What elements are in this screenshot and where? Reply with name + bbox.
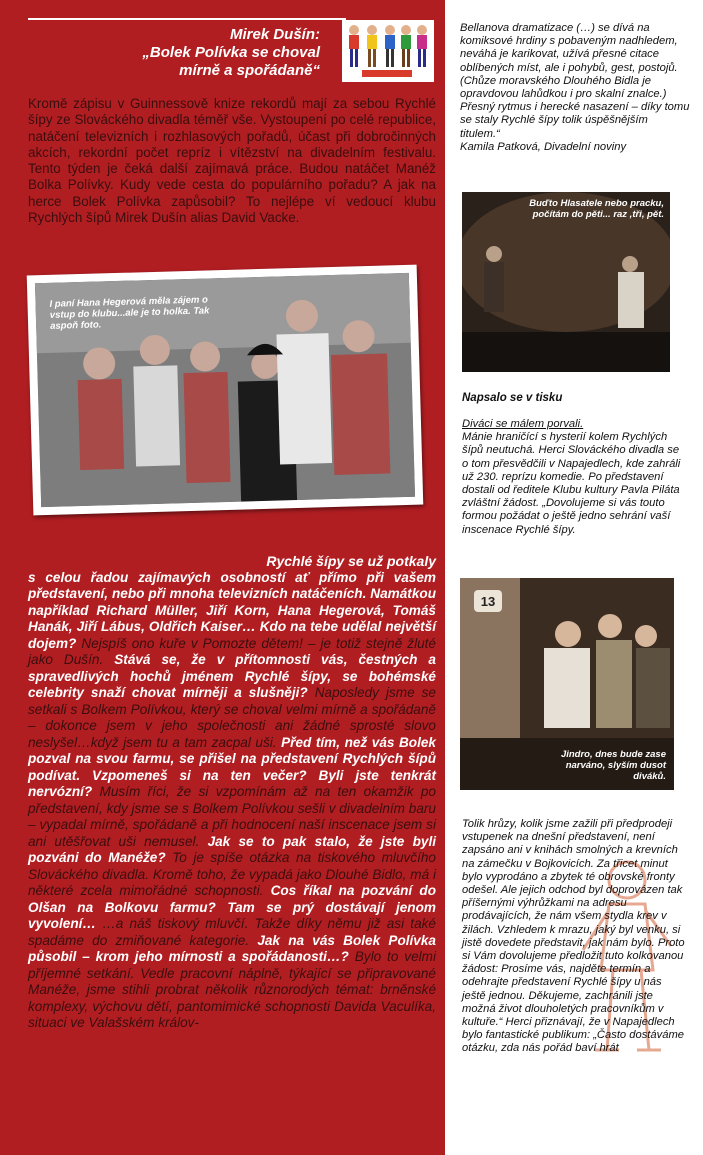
question-3: Před tím, než vás Bolek pozval na svou farmu, se přišel na představení Rychlých šípů podívat. Vzpomeneš si na ten večer? Byli jste tenkrát nervózní? [28,734,436,799]
question-5: Cos říkal na pozvání do Olšan na Bolkovu farmu? Tam se prý dostávají jenom vyvolení… [28,883,436,931]
stage-photo-1-caption: Buďto Hlasatele nebo pracku, počítám do pěti... raz ,tři, pět. [529,198,664,220]
house-number: 13 [480,594,496,609]
press-heading: Napsalo se v tisku [462,392,563,404]
answer-3: Musím říci, že si vzpomínám až na ten okamžik po představení, kdy jsme se s Bolkem Polívkou sešli v divadelním baru – vypadal mírně, spořádaně a při hodnocení naší inscenace jsem si ani utěšřovat uši nemusel. [28,784,436,849]
question-1: s celou řadou zajímavých osobností ať přímo při vašem představení, nebo při mnoha televizních natáčeních. Namátkou například Richard Müller, Jiří Korn, Hana Hegerová, Tomáš Hanák, Jiří Lábus, Oldřich Kaiser… Kdo na tebe udělal největší dojem? [28,569,436,651]
answer-5: …a náš tiskový mluvčí. Takže díky němu již asi také spadáme do zmiňované kategorie. [28,916,436,948]
title-line-3: mírně a spořádaně“ [179,62,320,79]
interview-body [28,553,436,1032]
question-6: Jak na vás Bolek Polívka působil – krom jeho mírnosti a spořádanosti…? [28,932,436,964]
audience-story: Tolik hrůzy, kolik jsme zažili při předprodeji vstupenek na dnešní představení, není zapsáno ani v knihách smolných a krevních na zámečku v Bojkovicích. Za třicet minut bylo vyprodáno a zbytek té obrovské fronty odešel. Ale jejich odchod byl doprovázen tak příšernými výhrůžkami na adresu prodávajících, že nám všem stydla krev v žilách. Vzhledem k mrazu, jaký byl venku, si jistě dovedete představit, jak nám bylo. Proto si Vám dovolujeme předložit tuto kolkovanou žádost: Prosíme vás, najděte termín a odehrajte představení Rychlé šípy u nás ještě jednou. Děkujeme, zachránili jste možná život dlouholetých pracovníkům v kultuře.“ Herci přiznávají, že v Napajedlech bylo fantastické publikum: „Často dostáváme otázku, zda nás pořád baví hrát [462,818,685,1055]
question-4: Jak se to pak stalo, že jste byli pozváni do Manéže? [28,833,436,865]
stage-photo-1 [462,192,670,372]
interview-lead: Rychlé šípy se už potkaly [266,553,436,569]
stage-photo-2 [460,578,674,790]
group-photo-image [35,273,415,507]
group-photo [27,265,424,516]
review-quote-source: Kamila Patková, Divadelní noviny [460,140,627,153]
group-photo-caption: I paní Hana Hegerová měla zájem o vstup do klubu...ale je to holka. Tak aspoň foto. [49,294,210,332]
review-quote-text: Bellanova dramatizace (…) se dívá na komiksové hrdiny s pobaveným nadhledem, neváhá je karikovat, užívá přesné citace oblíbených míst, ale i pohybů, gest, postojů. (Chůze moravského Dlouhého Bidla je opravdovou lahůdkou i pro skalní znalce.) Přesný rytmus i herecké nasazení – díky tomu se staly Rychlé šípy tolik úspěšnějším titulem.“ [460,22,690,140]
question-2: Stává se, že v přítomnosti vás, čestných a spravedlivých hochů jménem Rychlé šípy, se bohémské celebrity snaží chovat mírněji a slušněji? [28,652,436,700]
answer-4: To je spíše otázka na tiskového mluvčího Slováckého divadla. Kromě toho, že vypadá jako Dlouhé Bidlo, má i některé zcela mimořádné schopnosti. [28,850,436,898]
title-line-1: Mirek Dušín: [229,26,320,43]
rychle-sipy-logo [342,20,434,82]
stage-photo-2-caption: Jindro, dnes bude zase narváno, slyším dusot diváků. [560,749,666,782]
press-excerpt [462,418,687,537]
answer-6: Bylo to velmi příjemné setkání. Vedle pracovní náplně, týkající se připravované Manéže, jsme stihli probrat několik různorodých témat: brněnské komplexy, výchovu dětí, pantomimické schopnosti Davida Vaculíka, situaci ve Valašském králov- [28,949,436,1030]
title-rule [28,18,346,20]
article-title [140,26,320,80]
answer-2: Naposledy jsme se setkali s Bolkem Polívkou, který se choval velmi mírně a spořádaně – dokonce jsem v jeho společnosti ani žádné sprosté slovo neslyšel…když jsem tu a tam zacpal uši. [28,685,436,750]
press-headline: Diváci se málem porvali. [462,418,584,430]
review-quote [460,22,690,154]
press-body: Mánie hraničící s hysterií kolem Rychlých šípů neutuchá. Herci Slováckého divadla se o tom přesvědčili v Napajedlech, kde zahráli už 230. reprízu komedie. Po představení dostali od ředitele Klubu kultury Pavla Piláta zvláštní žádost. „Dovolujeme si vás touto formou požádat o ještě jedno sehrání vaší inscenace Rychlé šípy. [462,431,681,536]
answer-1: Nejspíš ono kuře v Pomozte dětem! – je totiž stejně žluté jako Dušín. [28,635,436,667]
article-intro: Kromě zápisu v Guinnessově knize rekordů mají za sebou Rychlé šípy ze Slováckého divadla téměř vše. Vystoupení po celé republice, natáčení televizních i rozhlasových pořadů, účast při dobročinných akcích, rekordní počet repríz i vítězství na divadelním festivalu. Tento týden je čeká další zajímavá práce. Budou natáčet Manéž Bolka Polívky. Kudy vede cesta do populárního pořadu? A jak na herce Bolek Polívka zapůsobil? To nejlépe ví vedoucí klubu Rychlých šípů Mirek Dušín alias David Vacke. [28,96,436,226]
title-line-2: „Bolek Polívka se choval [142,44,320,61]
